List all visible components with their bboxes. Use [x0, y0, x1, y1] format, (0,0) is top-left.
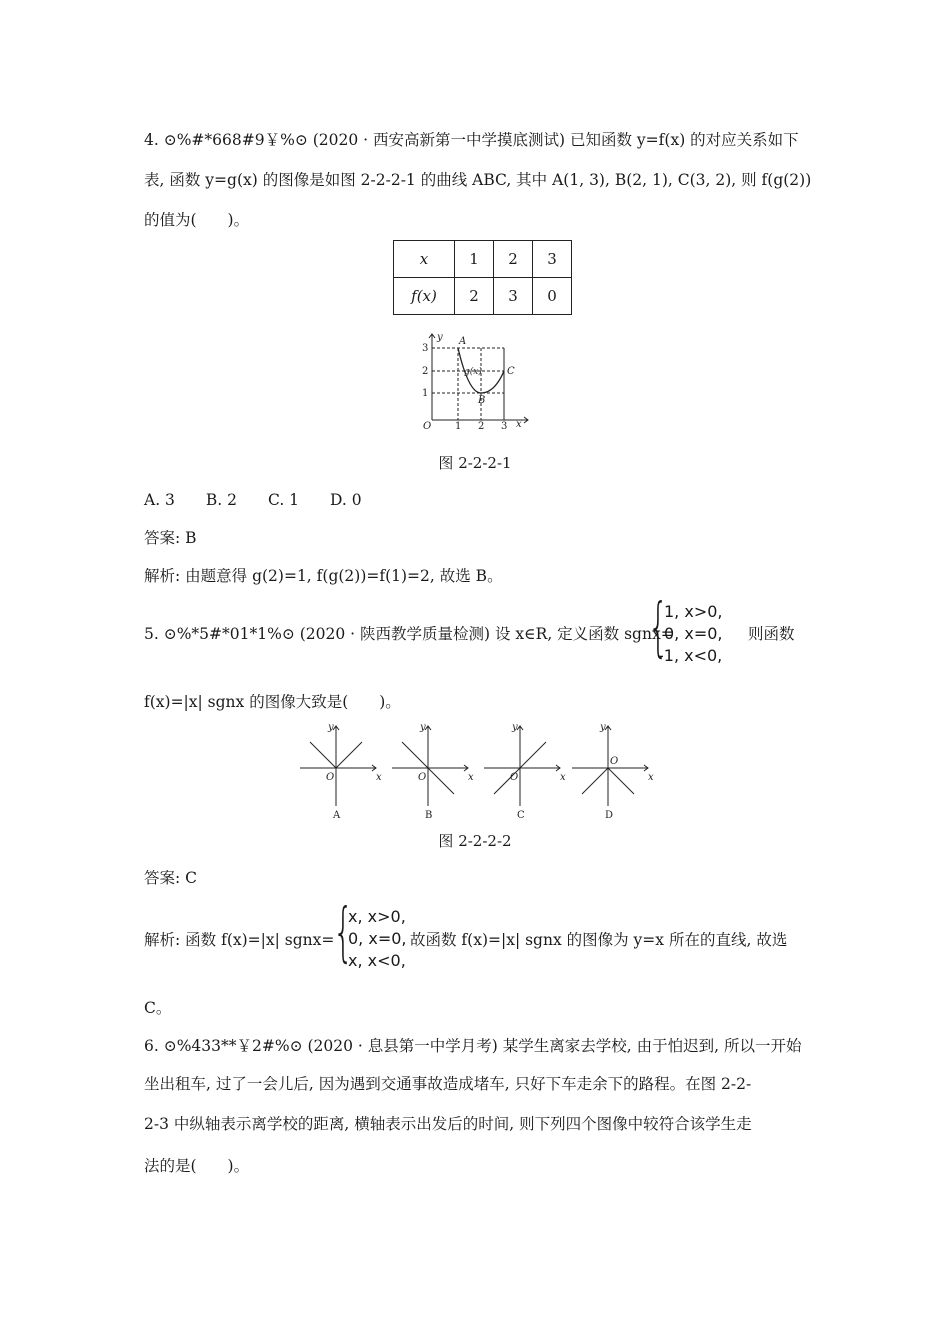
table-cell: 2: [455, 278, 494, 315]
table-cell: f(x): [394, 278, 455, 315]
graph-d-x: x: [648, 772, 654, 783]
graph-c: [484, 726, 560, 806]
graph-b: [392, 726, 468, 806]
q6-stem-line-1: 6. ⊙%433**￥2#%⊙ (2020 · 息县第一中学月考) 某学生离家去学校, 由于怕迟到, 所以一开始: [144, 1037, 802, 1055]
q5-case-3: -1, x<0,: [658, 646, 723, 665]
q5-analysis-case-3: x, x<0,: [348, 951, 406, 970]
curve-label: g(x): [464, 367, 482, 377]
y-tick-1: 1: [422, 388, 429, 399]
y-tick-2: 2: [422, 366, 429, 377]
graph-d-label: D: [605, 810, 614, 821]
y-tick-3: 3: [422, 343, 429, 354]
q6-stem-line-3: 2-3 中纵轴表示离学校的距离, 横轴表示出发后的时间, 则下列四个图像中较符合该学生走: [144, 1115, 752, 1133]
point-b-label: B: [478, 395, 486, 406]
q6-stem-line-2: 坐出租车, 过了一会儿后, 因为遇到交通事故造成堵车, 只好下车走余下的路程。在图 2-2-: [144, 1075, 752, 1093]
graph-b-y: y: [420, 722, 426, 733]
q4-figure-gx: [420, 330, 532, 430]
q5-analysis-case-1: x, x>0,: [348, 907, 406, 926]
q5-graphs: [296, 716, 656, 824]
graph-b-label: B: [425, 810, 433, 821]
point-c-label: C: [507, 366, 515, 377]
q4-stem-line-3: 的值为( )。: [144, 211, 250, 229]
x-tick-3: 3: [501, 421, 508, 430]
q5-stem-lead: 5. ⊙%*5#*01*1%⊙ (2020 · 陕西教学质量检测) 设 x∈R, 定义函数 sgnx=: [144, 625, 674, 643]
q5-case-1: 1, x>0,: [664, 602, 723, 621]
graph-a: [300, 726, 376, 806]
x-tick-1: 1: [455, 421, 462, 430]
q4-stem-line-2: 表, 函数 y=g(x) 的图像是如图 2-2-2-1 的曲线 ABC, 其中 A(1, 3), B(2, 1), C(3, 2), 则 f(g(2)): [144, 171, 812, 189]
graph-b-x: x: [468, 772, 474, 783]
table-cell: 0: [533, 278, 572, 315]
graph-a-label: A: [333, 810, 341, 821]
graph-c-x: x: [560, 772, 566, 783]
q5-analysis-brace: {: [333, 896, 354, 970]
q5-stem-tail: 则函数: [748, 625, 795, 643]
graph-d-y: y: [600, 722, 606, 733]
table-cell: 3: [494, 278, 533, 315]
x-axis-label: x: [516, 419, 522, 430]
q4-options: A. 3 B. 2 C. 1 D. 0: [144, 491, 362, 509]
q5-answer: 答案: C: [144, 869, 198, 887]
table-row: [394, 278, 572, 315]
q5-brace: {: [648, 591, 669, 665]
y-axis-label: y: [437, 332, 443, 343]
graph-b-o: O: [418, 772, 427, 783]
table-header-row: [394, 241, 572, 278]
graph-d-o: O: [610, 756, 619, 767]
table-cell: 2: [494, 241, 533, 278]
q4-stem-line-1: 4. ⊙%#*668#9￥%⊙ (2020 · 西安高新第一中学摸底测试) 已知函数 y=f(x) 的对应关系如下: [144, 131, 799, 149]
q5-analysis-end: C。: [144, 999, 172, 1017]
q6-stem-line-4: 法的是( )。: [144, 1157, 250, 1175]
q4-figure-caption: 图 2-2-2-1: [438, 454, 512, 472]
graph-a-y: y: [328, 722, 334, 733]
q5-figure-caption: 图 2-2-2-2: [438, 832, 512, 850]
graph-a-o: O: [326, 772, 335, 783]
q4-answer: 答案: B: [144, 529, 197, 547]
table-cell: 3: [533, 241, 572, 278]
q5-analysis-case-2: 0, x=0,: [348, 929, 407, 948]
graph-c-label: C: [517, 810, 525, 821]
origin-label: O: [423, 421, 432, 430]
x-tick-2: 2: [478, 421, 485, 430]
graph-c-o: O: [510, 772, 519, 783]
graph-c-y: y: [512, 722, 518, 733]
q5-analysis-tail: 故函数 f(x)=|x| sgnx 的图像为 y=x 所在的直线, 故选: [410, 931, 788, 949]
table-cell: x: [394, 241, 455, 278]
q4-value-table: [393, 240, 572, 315]
q5-stem-line-2: f(x)=|x| sgnx 的图像大致是( )。: [144, 693, 401, 711]
graph-a-x: x: [376, 772, 382, 783]
q4-analysis: 解析: 由题意得 g(2)=1, f(g(2))=f(1)=2, 故选 B。: [144, 567, 503, 585]
point-a-label: A: [459, 336, 467, 347]
q5-analysis-lead: 解析: 函数 f(x)=|x| sgnx=: [144, 931, 335, 949]
q5-case-2: 0, x=0,: [664, 624, 723, 643]
table-cell: 1: [455, 241, 494, 278]
